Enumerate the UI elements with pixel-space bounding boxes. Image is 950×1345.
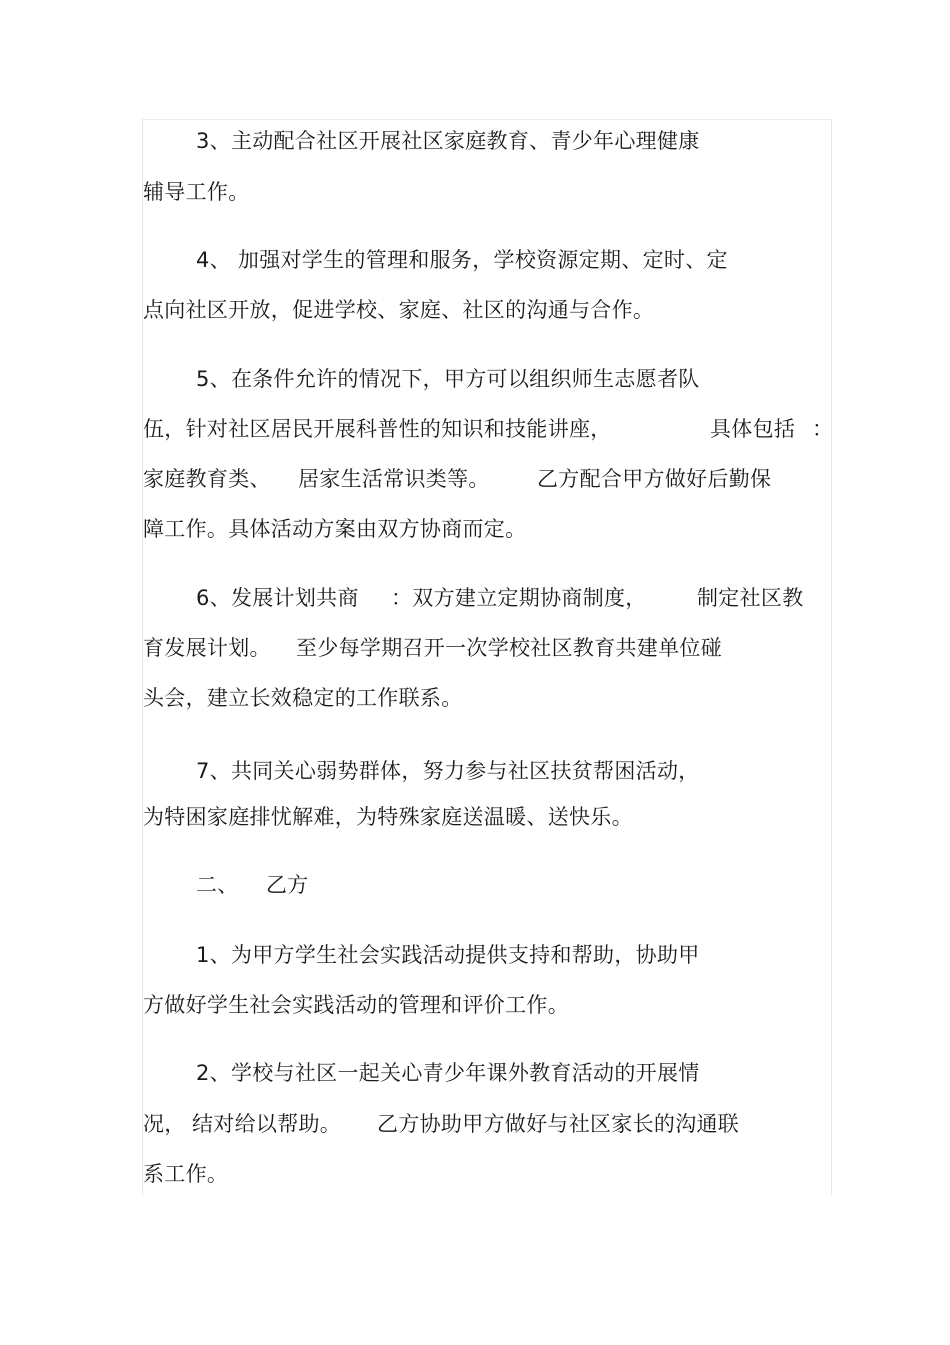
paragraph-7-line-2-a: 况， xyxy=(143,1112,186,1136)
paragraph-2-line-1: 4、 加强对学生的管理和服务，学校资源定期、定时、定 xyxy=(196,248,728,272)
paragraph-3-line-4: 障工作。具体活动方案由双方协商而定。 xyxy=(143,517,527,541)
paragraph-6-line-2: 方做好学生社会实践活动的管理和评价工作。 xyxy=(143,993,569,1017)
paragraph-5-line-2: 为特困家庭排忧解难，为特殊家庭送温暖、送快乐。 xyxy=(143,805,633,829)
paragraph-3-line-3-c: 乙方配合甲方做好后勤保 xyxy=(537,467,772,491)
paragraph-6-line-1: 1、为甲方学生社会实践活动提供支持和帮助，协助甲 xyxy=(196,943,700,967)
paragraph-4-line-2-b: 至少每学期召开一次学校社区教育共建单位碰 xyxy=(296,636,722,660)
section-title: 乙方 xyxy=(266,873,309,897)
paragraph-4-line-1-b: ：双方建立定期协商制度， xyxy=(391,586,647,610)
paragraph-3-line-2-tail: 具体包括 xyxy=(710,417,796,441)
paragraph-7-line-2-b: 结对给以帮助。 xyxy=(192,1112,342,1136)
paragraph-7-line-3: 系工作。 xyxy=(143,1162,229,1186)
paragraph-4-line-2-a: 育发展计划。 xyxy=(143,636,271,660)
paragraph-3-line-3-a: 家庭教育类、 xyxy=(143,467,271,491)
paragraph-7-line-2-c: 乙方协助甲方做好与社区家长的沟通联 xyxy=(377,1112,740,1136)
paragraph-4-line-3: 头会，建立长效稳定的工作联系。 xyxy=(143,686,463,710)
paragraph-3-line-3-b: 居家生活常识类等。 xyxy=(298,467,490,491)
paragraph-1-line-2: 辅导工作。 xyxy=(143,180,250,204)
paragraph-5-line-1: 7、共同关心弱势群体，努力参与社区扶贫帮困活动， xyxy=(196,759,700,783)
paragraph-3-line-2: 伍，针对社区居民开展科普性的知识和技能讲座， xyxy=(143,417,612,441)
paragraph-4-line-1-c: 制定社区教 xyxy=(697,586,804,610)
paragraph-4-line-1-a: 6、发展计划共商 xyxy=(196,586,359,610)
paragraph-1-line-1: 3、主动配合社区开展社区家庭教育、青少年心理健康 xyxy=(196,129,700,153)
paragraph-2-line-2: 点向社区开放，促进学校、家庭、社区的沟通与合作。 xyxy=(143,298,655,322)
paragraph-3-line-1: 5、在条件允许的情况下，甲方可以组织师生志愿者队 xyxy=(196,367,700,391)
section-number: 二、 xyxy=(196,873,239,897)
paragraph-3-line-2-colon: ： xyxy=(812,417,834,441)
paragraph-7-line-1: 2、学校与社区一起关心青少年课外教育活动的开展情 xyxy=(196,1061,700,1085)
